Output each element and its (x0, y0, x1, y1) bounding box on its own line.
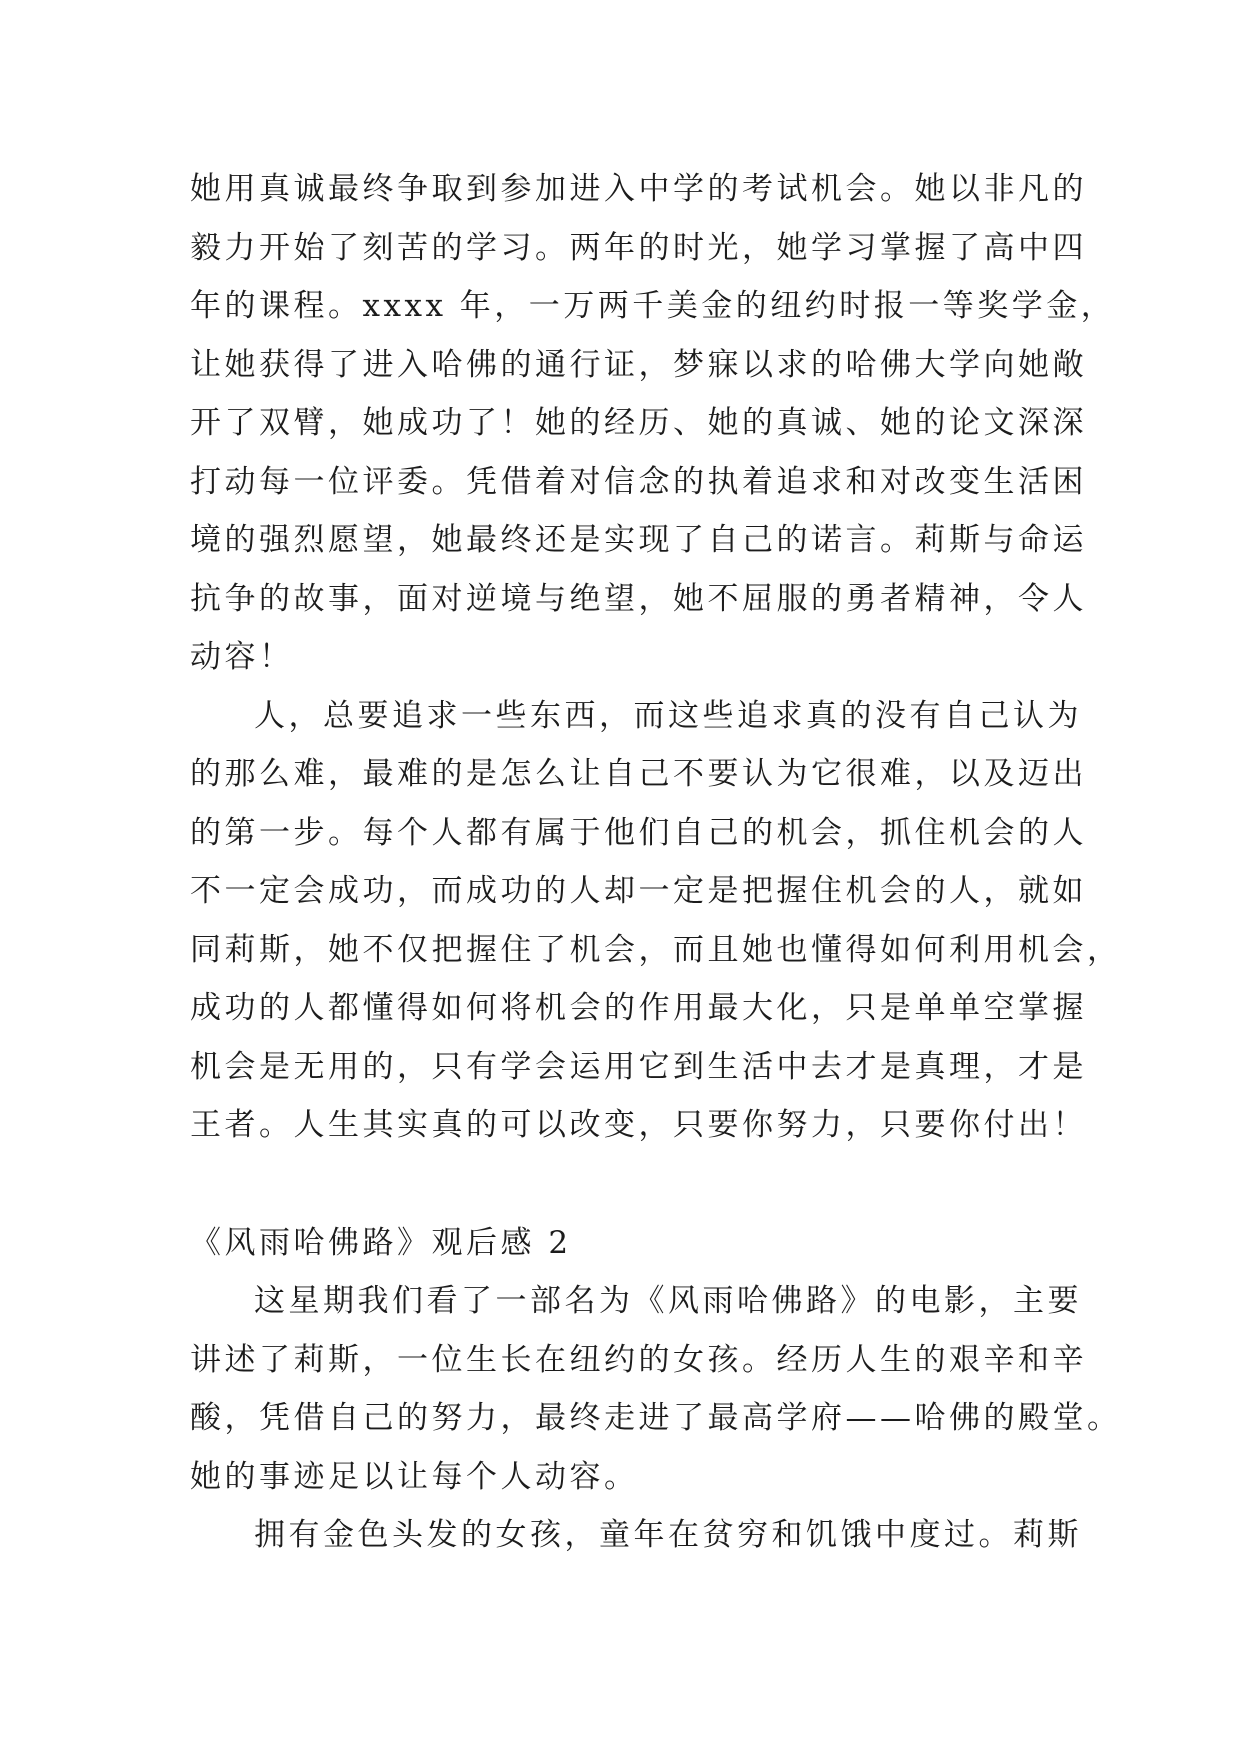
text-line: 毅力开始了刻苦的学习。两年的时光，她学习掌握了高中四 (190, 229, 1087, 266)
text-line: 年的课程。xxxx 年，一万两千美金的纽约时报一等奖学金， (190, 288, 1116, 324)
text-line: 机会是无用的，只有学会运用它到生活中去才是真理，才是 (190, 1048, 1087, 1085)
text-line: 拥有金色头发的女孩，童年在贫穷和饥饿中度过。莉斯 (254, 1517, 1082, 1553)
text-line: 抗争的故事，面对逆境与绝望，她不屈服的勇者精神，令人 (190, 580, 1087, 617)
text-line: 她用真诚最终争取到参加进入中学的考试机会。她以非凡的 (190, 171, 1087, 207)
paragraph-2 (190, 687, 1122, 1155)
text-line: 酸，凭借自己的努力，最终走进了最高学府——哈佛的殿堂。 (190, 1400, 1122, 1436)
paragraph-3 (190, 1272, 1122, 1506)
paragraph-4 (190, 1506, 1082, 1565)
text-line: 境的强烈愿望，她最终还是实现了自己的诺言。莉斯与命运 (190, 522, 1087, 558)
text-line: 王者。人生其实真的可以改变，只要你努力，只要你付出！ (190, 1107, 1087, 1143)
section-title: 《风雨哈佛路》观后感 2 (190, 1224, 572, 1261)
text-line: 开了双臂，她成功了！她的经历、她的真诚、她的论文深深 (190, 405, 1087, 441)
paragraph-1 (190, 160, 1116, 687)
text-line: 的那么难，最难的是怎么让自己不要认为它很难，以及迈出 (190, 756, 1087, 792)
text-line: 让她获得了进入哈佛的通行证，梦寐以求的哈佛大学向她敞 (190, 346, 1087, 383)
text-line: 讲述了莉斯，一位生长在纽约的女孩。经历人生的艰辛和辛 (190, 1341, 1087, 1378)
text-line: 不一定会成功，而成功的人却一定是把握住机会的人，就如 (190, 873, 1087, 909)
text-line: 成功的人都懂得如何将机会的作用最大化，只是单单空掌握 (190, 990, 1087, 1026)
text-line: 打动每一位评委。凭借着对信念的执着追求和对改变生活困 (190, 463, 1087, 500)
text-line: 同莉斯，她不仅把握住了机会，而且她也懂得如何利用机会， (190, 931, 1122, 968)
document-body (190, 160, 1122, 1565)
text-line: 动容！ (190, 639, 294, 675)
text-line: 人，总要追求一些东西，而这些追求真的没有自己认为 (254, 697, 1082, 734)
text-line: 她的事迹足以让每个人动容。 (190, 1458, 639, 1495)
text-line: 这星期我们看了一部名为《风雨哈佛路》的电影，主要 (254, 1283, 1082, 1319)
text-line: 的第一步。每个人都有属于他们自己的机会，抓住机会的人 (190, 814, 1087, 851)
